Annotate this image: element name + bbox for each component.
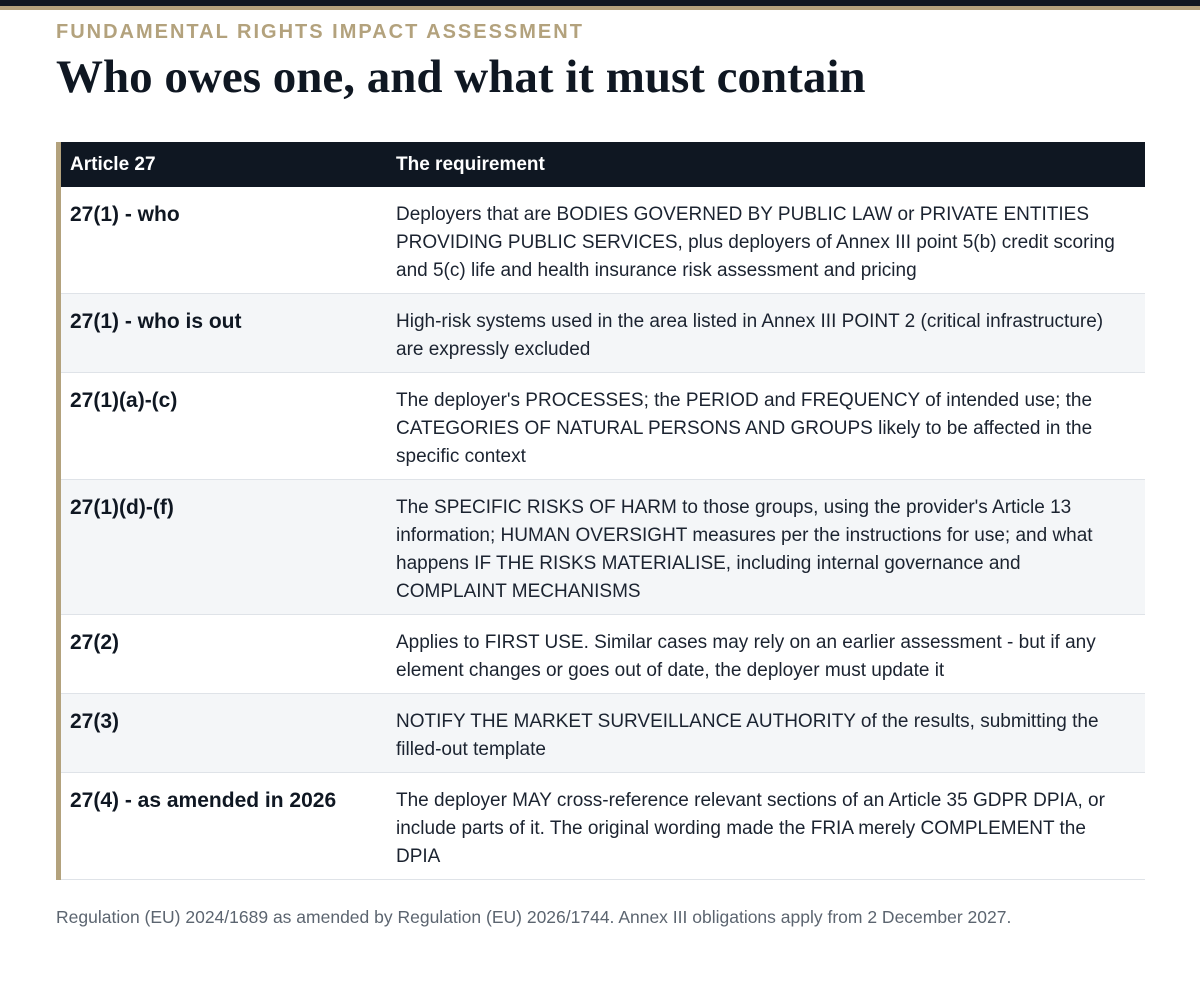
article-cell: 27(1)(a)-(c) — [61, 373, 387, 480]
page-title: Who owes one, and what it must contain — [56, 51, 866, 103]
article-cell: 27(1) - who — [61, 187, 387, 294]
section-eyebrow: FUNDAMENTAL RIGHTS IMPACT ASSESSMENT — [56, 21, 584, 43]
requirement-cell: The deployer MAY cross-reference relevant sections of an Article 35 GDPR DPIA, or include parts of it. The original wording made the FRIA merely COMPLEMENT the DPIA — [387, 773, 1145, 880]
requirement-cell: The SPECIFIC RISKS OF HARM to those groups, using the provider's Article 13 information; HUMAN OVERSIGHT measures per the instructions for use; and what happens IF THE RISKS MATERIALISE, including internal governance and COMPLAINT MECHANISMS — [387, 480, 1145, 615]
requirement-cell: Deployers that are BODIES GOVERNED BY PUBLIC LAW or PRIVATE ENTITIES PROVIDING PUBLIC SERVICES, plus deployers of Annex III point 5(b) credit scoring and 5(c) life and health insurance risk assessment and pricing — [387, 187, 1145, 294]
requirement-cell: High-risk systems used in the area listed in Annex III POINT 2 (critical infrastructure) are expressly excluded — [387, 294, 1145, 373]
table-row — [61, 480, 1145, 615]
table-row — [61, 294, 1145, 373]
table-row — [61, 773, 1145, 880]
requirement-cell: The deployer's PROCESSES; the PERIOD and FREQUENCY of intended use; the CATEGORIES OF NATURAL PERSONS AND GROUPS likely to be affected in the specific context — [387, 373, 1145, 480]
top-accent-bar — [0, 0, 1200, 10]
article-cell: 27(2) — [61, 615, 387, 694]
table-row — [61, 615, 1145, 694]
requirement-cell: Applies to FIRST USE. Similar cases may rely on an earlier assessment - but if any element changes or goes out of date, the deployer must update it — [387, 615, 1145, 694]
article-cell: 27(4) - as amended in 2026 — [61, 773, 387, 880]
table-row — [61, 694, 1145, 773]
article-cell: 27(1)(d)-(f) — [61, 480, 387, 615]
requirements-table — [56, 142, 1145, 880]
column-header-article: Article 27 — [70, 153, 156, 175]
table-header-row — [61, 142, 1145, 187]
table-row — [61, 187, 1145, 294]
article-cell: 27(1) - who is out — [61, 294, 387, 373]
column-header-requirement: The requirement — [396, 153, 545, 175]
source-footnote: Regulation (EU) 2024/1689 as amended by Regulation (EU) 2026/1744. Annex III obligations apply from 2 December 2027. — [56, 907, 1012, 927]
table-row — [61, 373, 1145, 480]
requirement-cell: NOTIFY THE MARKET SURVEILLANCE AUTHORITY of the results, submitting the filled-out template — [387, 694, 1145, 773]
article-cell: 27(3) — [61, 694, 387, 773]
